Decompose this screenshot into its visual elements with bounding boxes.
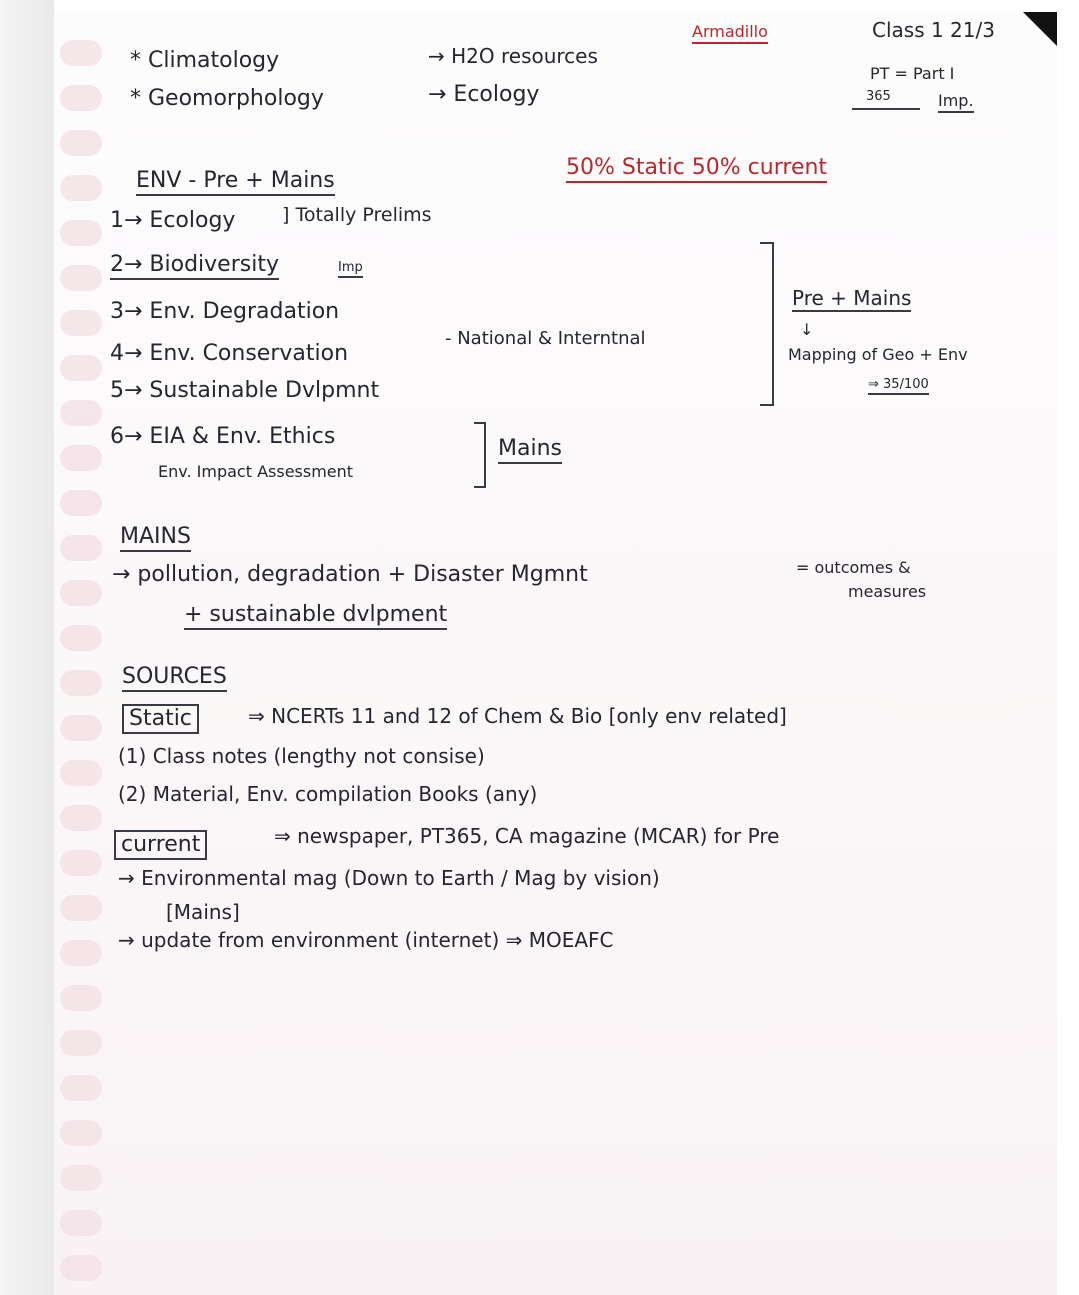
conservation-note: - National & Interntnal — [445, 328, 646, 349]
side-score: ⇒ 35/100 — [868, 378, 929, 395]
mains-line-2: + sustainable dvlpment — [184, 604, 447, 630]
spiral-hole — [60, 1030, 102, 1056]
mains-outcome-2: measures — [848, 582, 927, 601]
spiral-hole — [60, 670, 102, 696]
static-text: ⇒ NCERTs 11 and 12 of Chem & Bio [only env related] — [248, 704, 787, 728]
sources-title: SOURCES — [122, 666, 227, 692]
env-mag: → Environmental mag (Down to Earth / Mag by vision) — [118, 866, 660, 890]
spiral-hole — [60, 535, 102, 561]
spiral-hole — [60, 445, 102, 471]
scan-margin-right — [1057, 0, 1079, 1295]
spiral-hole — [60, 1210, 102, 1236]
notebook-page — [54, 12, 1057, 1295]
scan-margin-left — [0, 0, 54, 1295]
mains-line-1: → pollution, degradation + Disaster Mgmnt — [112, 562, 588, 587]
mains-tag: Mains — [498, 438, 562, 464]
env-title: ENV - Pre + Mains — [136, 170, 335, 196]
spiral-hole — [60, 895, 102, 921]
mains-title: MAINS — [120, 526, 191, 552]
mains-outcome-1: = outcomes & — [796, 558, 911, 577]
spiral-hole — [60, 850, 102, 876]
spiral-hole — [60, 1165, 102, 1191]
spiral-hole — [60, 130, 102, 156]
eia-full: Env. Impact Assessment — [158, 462, 354, 481]
spiral-hole — [60, 805, 102, 831]
current-label: current — [114, 830, 207, 860]
mains-bracket-label: [Mains] — [166, 900, 240, 924]
env-item-3: 3→ Env. Degradation — [110, 299, 340, 324]
spiral-hole — [60, 1120, 102, 1146]
side-mapping: Mapping of Geo + Env — [788, 345, 968, 364]
source-item-2: (2) Material, Env. compilation Books (any) — [118, 782, 538, 806]
spiral-hole — [60, 715, 102, 741]
spiral-hole — [60, 940, 102, 966]
source-item-1: (1) Class notes (lengthy not consise) — [118, 744, 485, 768]
spiral-hole — [60, 355, 102, 381]
spiral-hole — [60, 175, 102, 201]
spiral-hole — [60, 85, 102, 111]
spiral-hole — [60, 220, 102, 246]
side-arrow: ↓ — [800, 320, 814, 339]
spiral-hole — [60, 625, 102, 651]
mains-bracket — [474, 422, 486, 488]
spiral-hole — [60, 490, 102, 516]
brand-label: Armadillo — [692, 24, 768, 44]
spiral-hole — [60, 40, 102, 66]
topic-geomorphology: * Geomorphology — [130, 86, 324, 111]
spiral-hole — [60, 760, 102, 786]
current-text: ⇒ newspaper, PT365, CA magazine (MCAR) for Pre — [274, 824, 780, 848]
topic-climatology: * Climatology — [130, 48, 280, 73]
env-item-4: 4→ Env. Conservation — [110, 341, 349, 366]
class-info: Class 1 21/3 — [872, 18, 995, 42]
pt-365: 365 — [866, 89, 891, 104]
pt-line: PT = Part I — [870, 64, 955, 83]
prelims-note: ] Totally Prelims — [282, 204, 432, 226]
side-pre-mains: Pre + Mains — [792, 286, 912, 310]
env-item-1: 1→ Ecology — [110, 208, 236, 233]
static-label: Static — [122, 704, 199, 734]
spiral-hole — [60, 1075, 102, 1101]
spiral-hole — [60, 985, 102, 1011]
topic-ecology: → Ecology — [428, 82, 540, 107]
spiral-hole — [60, 580, 102, 606]
topic-h2o: → H2O resources — [428, 44, 598, 68]
update-line: → update from environment (internet) ⇒ MOEAFC — [118, 928, 614, 952]
spiral-hole — [60, 400, 102, 426]
spiral-hole — [60, 265, 102, 291]
spiral-hole — [60, 1255, 102, 1281]
env-item-2: 2→ Biodiversity — [110, 254, 279, 280]
env-ratio: 50% Static 50% current — [566, 157, 827, 183]
spiral-hole — [60, 310, 102, 336]
env-item-6: 6→ EIA & Env. Ethics — [110, 424, 336, 449]
pt-imp: Imp. — [938, 93, 974, 113]
env-item-5: 5→ Sustainable Dvlpmnt — [110, 378, 380, 403]
imp-tag: Imp — [338, 261, 363, 278]
pre-mains-bracket — [760, 242, 774, 406]
pt-underline — [852, 108, 920, 110]
